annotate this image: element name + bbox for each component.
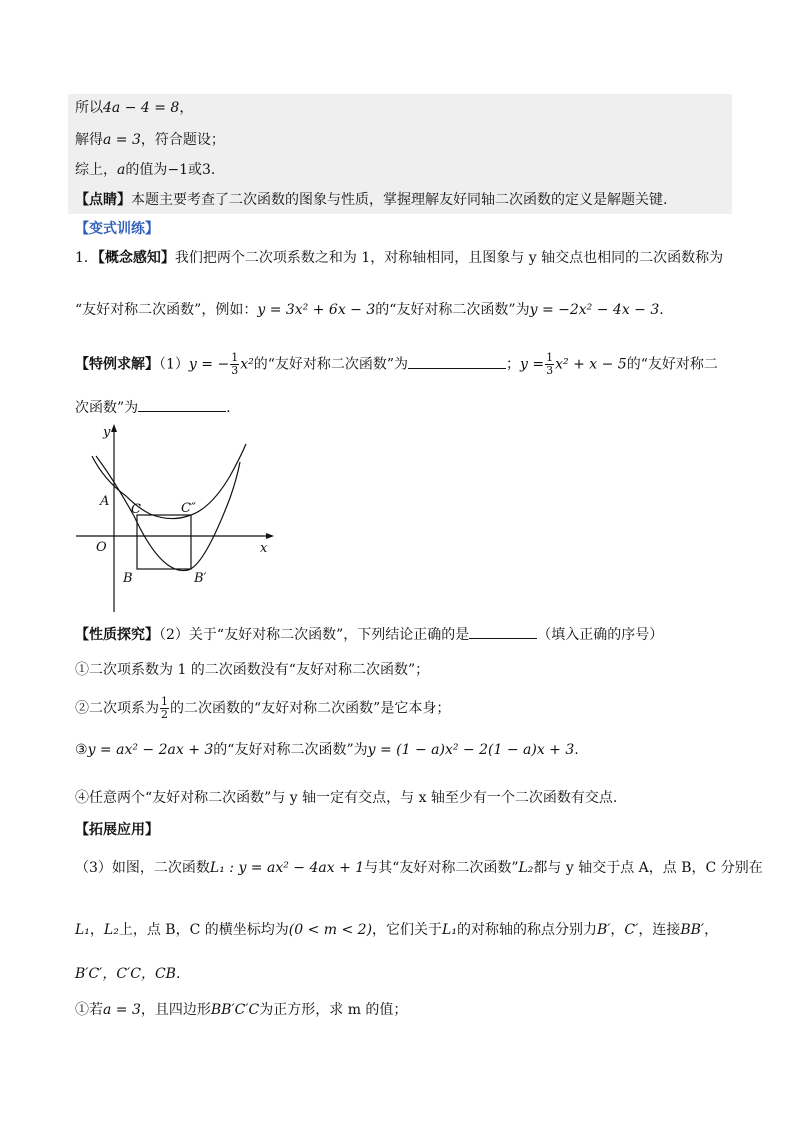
answer-blank-2[interactable]: [138, 397, 226, 412]
equation: y =: [520, 356, 545, 373]
denominator: 3: [231, 364, 239, 377]
equation: x²: [240, 356, 254, 373]
text: ，: [704, 922, 719, 938]
text: 综上，: [75, 162, 117, 178]
answer-blank-3[interactable]: [469, 624, 537, 639]
text: ，符合题设；: [140, 132, 225, 148]
option-2: [75, 696, 450, 721]
nature-line: [75, 624, 663, 645]
label-y: y: [103, 425, 111, 440]
equation: (0 < m < 2): [288, 922, 373, 938]
variable: a: [117, 162, 126, 178]
text: ，且四边形: [140, 1002, 211, 1018]
text: ①若: [75, 1002, 103, 1018]
label-A: A: [100, 494, 110, 509]
parabola-figure: [70, 420, 280, 615]
equation: y = −: [188, 356, 230, 373]
text: 的对称轴的称点分别力: [456, 922, 597, 938]
part-label: （1）: [159, 356, 189, 373]
label-B-prime: B′: [194, 571, 207, 586]
text: “友好对称二次函数”，例如：: [75, 302, 258, 318]
solution-line-1: [75, 98, 193, 118]
text: 次函数”为: [75, 400, 139, 416]
text: ，连接: [638, 922, 681, 938]
fraction: [545, 352, 554, 377]
text: ，: [179, 100, 194, 116]
equation: a = 3: [103, 1002, 141, 1018]
text: ，: [610, 922, 625, 938]
comment-text: 本题主要考查了二次函数的图象与性质，掌握理解友好同轴二次函数的定义是解题关键.: [131, 192, 668, 208]
concept-tag: 【概念感知】: [97, 250, 175, 266]
text: （填入正确的序号）: [537, 627, 664, 643]
solution-line-3: [75, 160, 215, 180]
extend-tag: [75, 820, 159, 840]
denominator: 3: [546, 364, 554, 377]
comment-tag: 【点睛】: [75, 192, 131, 208]
extend-tag-text: 【拓展应用】: [75, 822, 159, 838]
solution-line-2: [75, 130, 225, 150]
concept-line-2: [75, 300, 664, 320]
curve-L2: [92, 444, 246, 519]
equation: L₂: [103, 922, 119, 938]
text: ③: [75, 742, 88, 758]
square-BBCC: [137, 515, 191, 569]
special-line-1: [75, 352, 718, 377]
equation: y = (1 − a)x² − 2(1 − a)x + 3: [367, 742, 575, 758]
text: 解得: [75, 132, 103, 148]
text: 上，点 B，C 的横坐标均为: [118, 922, 289, 938]
equation: C′: [624, 922, 639, 938]
fraction: [160, 696, 169, 721]
numerator: 1: [546, 351, 554, 364]
numerator: 1: [231, 351, 239, 364]
extend-line-1: [75, 858, 763, 878]
equation: y = ax² − 2ax + 3: [87, 742, 214, 758]
section-title: 【变式训练】: [75, 221, 159, 237]
text: 的“友好对称二次函数”为: [375, 302, 530, 318]
label-x: x: [260, 541, 268, 556]
equation: BB′: [680, 922, 705, 938]
text: .: [226, 400, 231, 416]
label-C-prime: C″: [181, 501, 196, 516]
option-4: ④任意两个“友好对称二次函数”与 y 轴一定有交点，与 x 轴至少有一个二次函数有交点.: [75, 790, 618, 806]
equation: L₁ : y = ax² − 4ax + 1: [209, 860, 365, 876]
text: （2）关于“友好对称二次函数”，下列结论正确的是: [159, 627, 470, 643]
answer-blank-1[interactable]: [408, 354, 506, 369]
concept-text: 我们把两个二次项系数之和为 1，对称轴相同，且图象与 y 轴交点也相同的二次函数称为: [174, 250, 724, 266]
text: 的二次函数的“友好对称二次函数”是它本身；: [170, 700, 451, 717]
equation: L₁: [75, 922, 90, 938]
curve-L1: [96, 456, 240, 571]
text: ，它们关于: [372, 922, 443, 938]
equation: BB′C′C: [210, 1002, 260, 1018]
special-tag: 【特例求解】: [75, 356, 159, 373]
text: 为正方形，求 m 的值；: [259, 1002, 408, 1018]
nature-tag: 【性质探究】: [75, 627, 159, 643]
text: ；: [506, 356, 521, 373]
text: 的值为−1或3.: [125, 162, 216, 178]
text: 都与 y 轴交于点 A，点 B，C 分别在: [533, 860, 763, 876]
y-axis-arrow: [111, 424, 117, 432]
text: （3）如图，二次函数: [75, 860, 210, 876]
text: .: [659, 302, 664, 318]
extend-line-3: B′C′，C′C，CB.: [75, 966, 181, 982]
question-number: 1．: [75, 250, 98, 266]
label-B: B: [123, 571, 133, 586]
text: .: [574, 742, 579, 758]
equation: L₂: [518, 860, 534, 876]
label-O: O: [96, 540, 107, 555]
comment-line: [75, 190, 667, 210]
text: 的“友好对称二次函数”为: [213, 742, 368, 758]
equation: a = 3: [103, 132, 141, 148]
text: 所以: [75, 100, 103, 116]
text: ，: [89, 922, 104, 938]
equation: y = −2x² − 4x − 3: [529, 302, 660, 318]
fraction: [230, 352, 239, 377]
equation: 4a − 4 = 8: [103, 100, 180, 116]
equation: B′: [596, 922, 611, 938]
text: 的“友好对称二次函数”为: [253, 356, 409, 373]
label-C: C: [131, 502, 141, 517]
sub-question-1: [75, 1000, 407, 1020]
extend-line-2: [75, 920, 718, 940]
concept-line-1: [75, 248, 723, 268]
denominator: 2: [161, 708, 168, 721]
text: 与其“友好对称二次函数”: [364, 860, 519, 876]
equation: x² + x − 5: [555, 356, 627, 373]
numerator: 1: [161, 695, 168, 708]
special-line-2: [75, 397, 231, 418]
text: 的“友好对称二: [626, 356, 718, 373]
text: ②二次项系为: [75, 700, 159, 717]
equation: L₁: [442, 922, 457, 938]
equation: y = 3x² + 6x − 3: [257, 302, 376, 318]
option-3: [75, 740, 579, 760]
option-1: ①二次项系数为 1 的二次函数没有“友好对称二次函数”；: [75, 662, 430, 678]
x-axis-arrow: [266, 533, 274, 539]
